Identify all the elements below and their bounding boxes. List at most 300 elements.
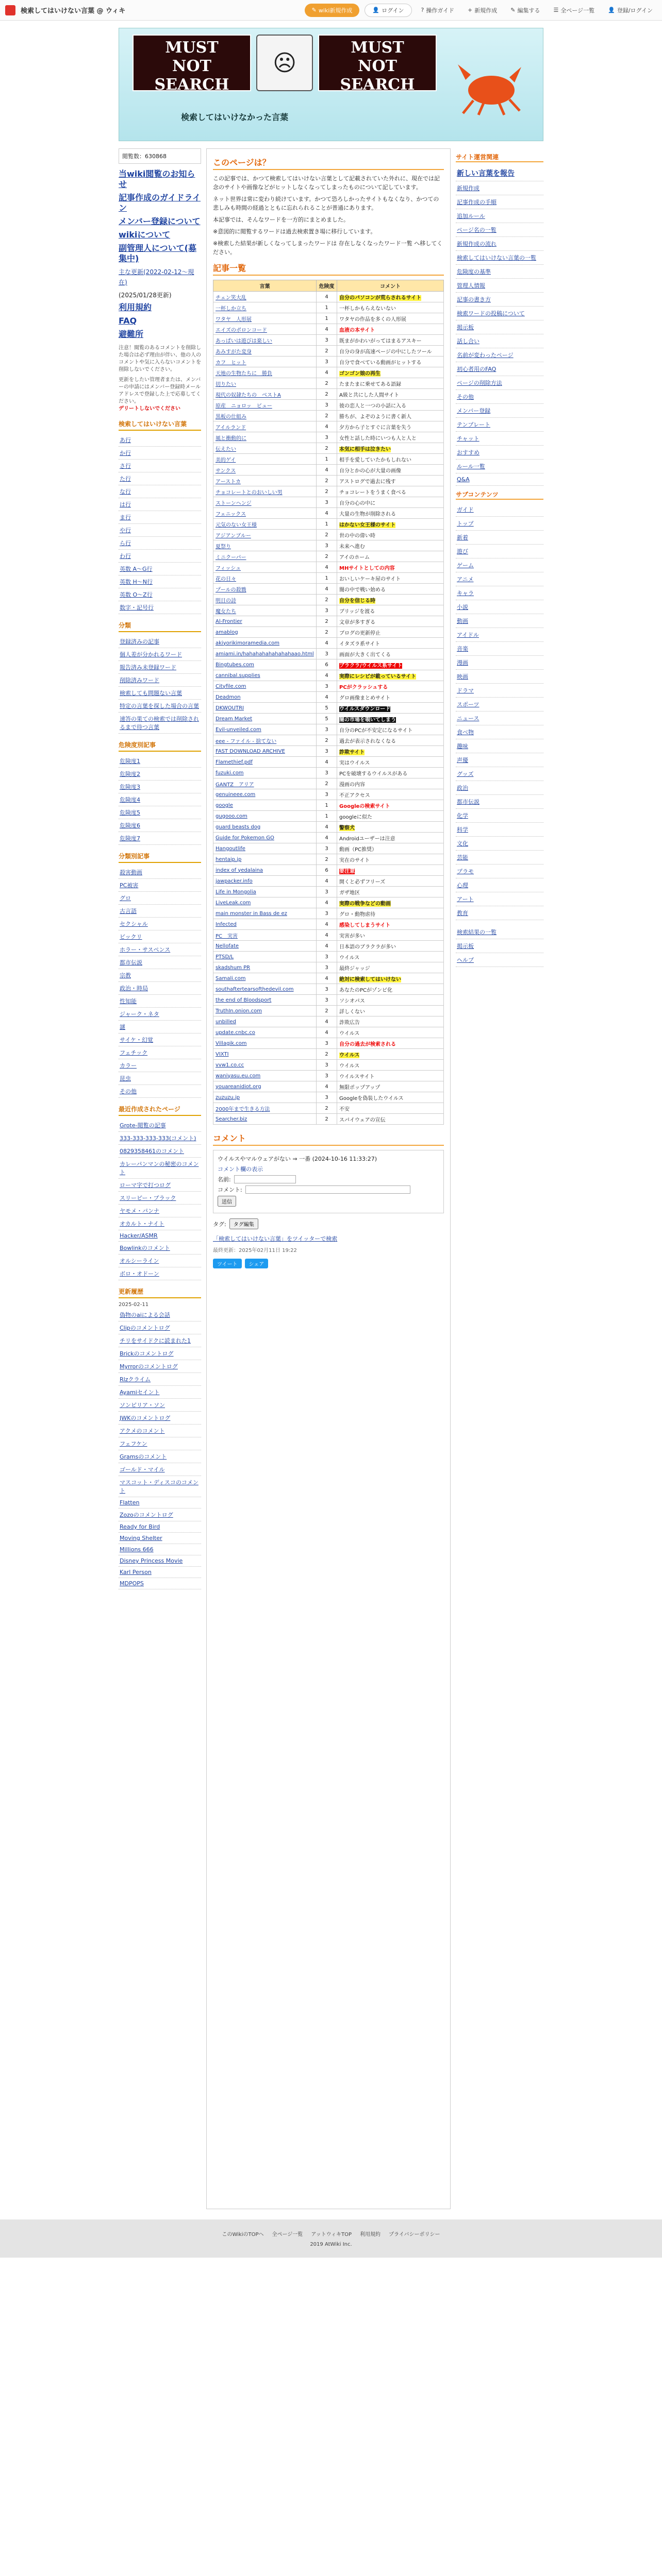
row-word-link[interactable]: 現代の奴隷たちの ベストA <box>216 392 281 398</box>
list-item[interactable] <box>119 1033 201 1046</box>
aiueo-num[interactable]: 数字・記号行 <box>120 604 154 611</box>
list-item[interactable] <box>119 768 201 781</box>
row-word-link[interactable]: guard beasts dog <box>216 824 261 830</box>
row-word[interactable] <box>213 454 317 465</box>
list-item[interactable] <box>119 700 201 713</box>
list-item[interactable] <box>119 1463 201 1476</box>
list-item[interactable] <box>119 879 201 892</box>
row-word[interactable] <box>213 530 317 540</box>
menu-guide[interactable]: ? 操作ガイド <box>421 7 455 14</box>
list-item[interactable] <box>119 1132 201 1145</box>
genre-0[interactable]: 殺害動画 <box>120 869 142 876</box>
right-nav-item[interactable] <box>456 293 543 307</box>
row-word-link[interactable]: vvw1.co.cc <box>216 1062 244 1068</box>
list-item[interactable] <box>119 1179 201 1192</box>
row-word[interactable] <box>213 941 317 952</box>
list-item[interactable] <box>119 447 201 460</box>
sub-content-link[interactable]: 映画 <box>457 673 468 680</box>
aiueo-ya[interactable]: や行 <box>120 527 131 534</box>
upd-3[interactable]: カレーパンマンの秘密のコメント <box>120 1161 199 1176</box>
sub-content-link[interactable]: 音楽 <box>457 646 468 652</box>
list-item[interactable] <box>119 648 201 661</box>
footer-link[interactable]: アットウィキTOP <box>311 2232 352 2238</box>
sub-content-item[interactable] <box>456 531 543 545</box>
genre-2[interactable]: グロ <box>120 895 131 902</box>
row-word[interactable] <box>213 778 317 789</box>
list-item[interactable] <box>119 1373 201 1386</box>
cat-4[interactable]: 検索しても問題ない言葉 <box>120 690 182 697</box>
row-word[interactable] <box>213 843 317 854</box>
rec-4[interactable]: Myrrorのコメントログ <box>120 1363 178 1370</box>
upd-0[interactable]: Grote-閲覧の記事 <box>120 1122 166 1129</box>
row-word-link[interactable]: the end of Bloodsport <box>216 997 272 1003</box>
upd-2[interactable]: 0829358461のコメント <box>120 1148 184 1155</box>
upd-6[interactable]: ヤモメ・パンナ <box>120 1208 159 1214</box>
tweet-button[interactable]: ツイート <box>213 1259 242 1268</box>
row-word[interactable] <box>213 1071 317 1081</box>
nav-notice[interactable]: 当wiki閲覧のお知らせ <box>119 169 195 189</box>
aiueo-wa[interactable]: わ行 <box>120 553 131 560</box>
row-word[interactable] <box>213 833 317 843</box>
nav-about[interactable]: wikiについて <box>119 230 171 240</box>
list-item[interactable] <box>119 524 201 537</box>
sub-content-link[interactable]: 芸能 <box>457 854 468 861</box>
list-item[interactable] <box>119 1158 201 1179</box>
right-nav-link[interactable]: 記事の書き方 <box>457 296 491 303</box>
list-item[interactable] <box>119 1544 201 1555</box>
row-word-link[interactable]: Infected <box>216 921 237 927</box>
right-nav-item[interactable] <box>456 473 543 486</box>
sub-content-link[interactable]: 趣味 <box>457 743 468 750</box>
genre-1[interactable]: PC被害 <box>120 882 139 889</box>
row-word-link[interactable]: カフ ヒット <box>216 360 246 366</box>
row-word-link[interactable]: 魔女たち <box>216 608 236 615</box>
row-word[interactable] <box>213 1114 317 1125</box>
row-word-link[interactable]: ミニクーパー <box>216 554 246 561</box>
row-word[interactable] <box>213 973 317 984</box>
nav-terms[interactable]: 利用規約 <box>119 302 152 312</box>
sub-content-item[interactable] <box>456 586 543 600</box>
list-item[interactable] <box>119 1578 201 1589</box>
sub-content-item[interactable] <box>456 781 543 795</box>
right-bottom-item[interactable] <box>456 925 543 939</box>
list-item[interactable] <box>119 1321 201 1334</box>
row-word[interactable] <box>213 800 317 811</box>
list-item[interactable] <box>119 982 201 995</box>
rec-9[interactable]: アクメのコメント <box>120 1428 165 1434</box>
list-item[interactable] <box>119 1192 201 1205</box>
list-item[interactable] <box>119 1309 201 1321</box>
row-word-link[interactable]: southaftertearsofthedevil.com <box>216 986 294 992</box>
upd-7[interactable]: オカルト・ナイト <box>120 1221 164 1227</box>
rec-19[interactable]: Disney Princess Movie <box>120 1557 183 1564</box>
genre-4[interactable]: セクシャル <box>120 921 148 927</box>
right-nav-item[interactable] <box>456 181 543 195</box>
row-word[interactable] <box>213 897 317 908</box>
cat-0[interactable]: 登録済みの記事 <box>120 638 159 645</box>
list-item[interactable] <box>119 661 201 674</box>
aiueo-ka[interactable]: か行 <box>120 450 131 456</box>
row-word[interactable] <box>213 551 317 562</box>
sub-content-link[interactable]: 食べ物 <box>457 729 474 736</box>
right-nav-item[interactable] <box>456 348 543 362</box>
row-word-link[interactable]: 原産 ニョロッ ビュー <box>216 403 272 409</box>
right-bottom-link[interactable]: 検索結果の一覧 <box>457 929 496 936</box>
row-word-link[interactable]: Life in Mongolia <box>216 889 256 895</box>
site-name[interactable]: 検索してはいけない言葉 @ ウィキ <box>21 7 126 15</box>
related-link-text[interactable]: 「検索してはいけない言葉」をツイッターで検索 <box>213 1235 338 1242</box>
sub-content-item[interactable] <box>456 517 543 531</box>
row-word[interactable] <box>213 887 317 897</box>
row-word-link[interactable]: zuzuzu.jp <box>216 1094 240 1100</box>
sub-content-item[interactable] <box>456 656 543 670</box>
list-item[interactable] <box>119 537 201 550</box>
list-item[interactable] <box>119 956 201 969</box>
right-nav-item[interactable] <box>456 251 543 265</box>
row-word[interactable] <box>213 757 317 768</box>
row-word-link[interactable]: skadshum PR <box>216 964 251 971</box>
row-word[interactable] <box>213 335 317 346</box>
sub-content-item[interactable] <box>456 823 543 837</box>
row-word-link[interactable]: main monster in Bass de ez <box>216 910 287 917</box>
sub-content-item[interactable] <box>456 753 543 767</box>
sub-content-link[interactable]: アート <box>457 896 474 903</box>
cat-6[interactable]: 速答の果ての検索では削除されるまで待つ言葉 <box>120 716 199 731</box>
row-word[interactable] <box>213 789 317 800</box>
right-nav-item[interactable] <box>456 265 543 279</box>
list-item[interactable] <box>119 832 201 845</box>
sub-content-item[interactable] <box>456 684 543 698</box>
list-item[interactable] <box>119 1425 201 1437</box>
row-word-link[interactable]: jawpacker.info <box>216 878 253 884</box>
rec-21[interactable]: MDPOPS <box>120 1580 144 1587</box>
row-word[interactable] <box>213 692 317 703</box>
row-word[interactable] <box>213 995 317 1006</box>
row-word-link[interactable]: GANTZ アリア <box>216 782 254 788</box>
list-item[interactable] <box>119 969 201 982</box>
row-word[interactable] <box>213 486 317 497</box>
list-item[interactable] <box>119 793 201 806</box>
list-item[interactable] <box>119 819 201 832</box>
right-nav-item[interactable] <box>456 362 543 376</box>
list-item[interactable] <box>119 866 201 879</box>
row-word-link[interactable]: fuzuki.com <box>216 770 244 776</box>
login-button[interactable]: 👤 ログイン <box>365 4 411 17</box>
cat-3[interactable]: 削除済みワード <box>120 677 159 684</box>
list-item[interactable] <box>119 485 201 498</box>
right-nav-link[interactable]: 初心者用のFAQ <box>457 366 496 372</box>
row-word[interactable] <box>213 962 317 973</box>
row-word-link[interactable]: アイルランド <box>216 425 246 431</box>
row-word-link[interactable]: アーストカ <box>216 479 241 485</box>
right-nav-link[interactable]: 名前が変わったページ <box>457 352 514 359</box>
row-word[interactable] <box>213 573 317 584</box>
row-word[interactable] <box>213 670 317 681</box>
list-item[interactable] <box>119 1021 201 1033</box>
list-item[interactable] <box>119 635 201 648</box>
list-item[interactable] <box>119 1509 201 1521</box>
right-bottom-link[interactable]: 掲示板 <box>457 943 474 950</box>
aiueo-ma[interactable]: ま行 <box>120 514 131 521</box>
row-word-link[interactable]: アジアンブルー <box>216 533 251 539</box>
aiueo-ha[interactable]: は行 <box>120 501 131 508</box>
list-item[interactable] <box>119 550 201 563</box>
genre-17[interactable]: その他 <box>120 1088 137 1095</box>
rank-1[interactable]: 危険度1 <box>120 758 140 765</box>
list-item[interactable] <box>119 563 201 575</box>
row-word[interactable] <box>213 627 317 638</box>
sub-content-link[interactable]: 教育 <box>457 910 468 917</box>
menu-new[interactable]: + 新規作成 <box>468 7 498 14</box>
row-word[interactable] <box>213 1038 317 1049</box>
sub-content-link[interactable]: 新着 <box>457 534 468 541</box>
rec-6[interactable]: Ayamiセイント <box>120 1389 160 1396</box>
list-item[interactable] <box>119 1567 201 1578</box>
right-nav-link[interactable]: 検索してはいけない言葉の一覧 <box>457 255 536 261</box>
row-word-link[interactable]: genuineee.com <box>216 791 256 798</box>
sub-content-link[interactable]: 化学 <box>457 812 468 819</box>
row-word[interactable] <box>213 984 317 995</box>
sub-content-link[interactable]: アイドル <box>457 632 479 638</box>
rec-3[interactable]: Brickのコメントログ <box>120 1350 174 1357</box>
genre-6[interactable]: ホラー・サスペンス <box>120 946 171 953</box>
sub-content-link[interactable]: スポーツ <box>457 701 479 708</box>
cat-1[interactable]: 個人差が分かれるワード <box>120 651 182 658</box>
upd-1[interactable]: 333-333-333-333(コメント) <box>120 1135 196 1142</box>
row-word-link[interactable]: update.cnbc.co <box>216 1029 255 1036</box>
sub-content-link[interactable]: 政治 <box>457 785 468 791</box>
row-word-link[interactable]: Dream Market <box>216 716 253 722</box>
row-word[interactable] <box>213 616 317 627</box>
sub-content-link[interactable]: キャラ <box>457 590 474 597</box>
list-item[interactable] <box>119 575 201 588</box>
list-item[interactable] <box>119 1555 201 1567</box>
list-item[interactable] <box>119 930 201 943</box>
row-word[interactable] <box>213 930 317 941</box>
aiueo-hn[interactable]: 英数 H〜N行 <box>120 579 153 585</box>
right-nav-item[interactable] <box>456 165 543 181</box>
right-bottom-link[interactable]: ヘルプ <box>457 957 474 963</box>
row-word-link[interactable]: フィッシュ <box>216 565 241 571</box>
menu-edit[interactable]: ✎ 編集する <box>510 7 540 14</box>
comment-recent[interactable]: コメント欄の表示 <box>218 1166 263 1173</box>
aiueo-ra[interactable]: ら行 <box>120 540 131 547</box>
row-word-link[interactable]: hentaip.jp <box>216 856 242 862</box>
rec-15[interactable]: Zozoのコメントログ <box>120 1512 173 1518</box>
right-nav-link[interactable]: 記事作成の手順 <box>457 199 496 206</box>
row-word[interactable] <box>213 768 317 778</box>
row-word[interactable] <box>213 508 317 519</box>
upd-5[interactable]: スリーピー・ブラック <box>120 1195 176 1201</box>
list-item[interactable] <box>119 1267 201 1280</box>
genre-13[interactable]: サイケ・幻覚 <box>120 1037 154 1043</box>
row-word[interactable] <box>213 659 317 670</box>
row-word[interactable] <box>213 346 317 357</box>
list-item[interactable] <box>119 1399 201 1412</box>
list-item[interactable] <box>119 781 201 793</box>
upd-9[interactable]: Bowlinkのコメント <box>120 1245 170 1251</box>
sub-content-link[interactable]: ドラマ <box>457 687 474 694</box>
right-nav-link[interactable]: ページ名の一覧 <box>457 227 496 233</box>
nav-updates[interactable]: 主な更新(2022-02-12～現在) <box>119 268 194 286</box>
sub-content-link[interactable]: 動画 <box>457 618 468 624</box>
row-word[interactable] <box>213 443 317 454</box>
sub-content-item[interactable] <box>456 851 543 865</box>
list-item[interactable] <box>119 674 201 687</box>
sub-content-link[interactable]: 漫画 <box>457 659 468 666</box>
row-word-link[interactable]: DKWOUTRI <box>216 705 244 711</box>
rec-20[interactable]: Karl Person <box>120 1569 152 1575</box>
row-word-link[interactable]: Hangoutlife <box>216 845 245 852</box>
row-word-link[interactable]: Samali.com <box>216 975 246 981</box>
header-banner[interactable] <box>133 35 437 94</box>
sub-content-link[interactable]: グッズ <box>457 771 474 777</box>
right-nav-item[interactable] <box>456 279 543 293</box>
right-nav-item[interactable] <box>456 404 543 418</box>
row-word[interactable] <box>213 595 317 605</box>
right-nav-item[interactable] <box>456 334 543 348</box>
nav-member[interactable]: メンバー登録について <box>119 216 201 226</box>
row-word[interactable] <box>213 1006 317 1016</box>
list-item[interactable] <box>119 1412 201 1425</box>
row-word-link[interactable]: 伝えたい <box>216 446 236 452</box>
cat-2[interactable]: 報告済み未登録ワード <box>120 664 176 671</box>
row-word-link[interactable]: サンクス <box>216 468 236 474</box>
row-word[interactable] <box>213 605 317 616</box>
list-item[interactable] <box>119 1059 201 1072</box>
rank-5[interactable]: 危険度5 <box>120 809 140 816</box>
sub-content-link[interactable]: 文化 <box>457 840 468 847</box>
list-item[interactable] <box>119 601 201 614</box>
sub-content-link[interactable]: ガイド <box>457 506 474 513</box>
name-input[interactable] <box>234 1175 296 1183</box>
row-word-link[interactable]: ストーンヘンジ <box>216 500 252 506</box>
row-word-link[interactable]: PTSD/L <box>216 954 234 960</box>
sub-content-item[interactable] <box>456 739 543 753</box>
row-word-link[interactable]: 2000年まで生きる方法 <box>216 1106 270 1112</box>
rec-16[interactable]: Ready for Bird <box>120 1523 160 1530</box>
sub-content-link[interactable]: トップ <box>457 520 474 527</box>
rec-1[interactable]: Clipのコメントログ <box>120 1325 170 1331</box>
rank-6[interactable]: 危険度6 <box>120 822 140 829</box>
nav-sub-admin[interactable]: 副管理人について(募集中) <box>119 243 196 263</box>
list-item[interactable] <box>119 1072 201 1085</box>
rank-3[interactable]: 危険度3 <box>120 784 140 790</box>
row-word[interactable] <box>213 724 317 735</box>
row-word-link[interactable]: チェン笑大乱 <box>216 295 246 301</box>
upd-10[interactable]: オルシーライン <box>120 1258 159 1264</box>
row-word[interactable] <box>213 389 317 400</box>
row-word[interactable] <box>213 432 317 443</box>
list-item[interactable] <box>119 995 201 1008</box>
row-word-link[interactable]: youareanidiot.org <box>216 1083 261 1090</box>
row-word-link[interactable]: チョコレートとのおいしい男 <box>216 489 283 496</box>
row-word[interactable] <box>213 313 317 324</box>
row-word-link[interactable]: 天地の生物たちに 勝負 <box>216 370 272 377</box>
row-word[interactable] <box>213 519 317 530</box>
list-item[interactable] <box>119 918 201 930</box>
row-word[interactable] <box>213 497 317 508</box>
row-word-link[interactable]: PC 実害 <box>216 933 238 939</box>
row-word-link[interactable]: あみすがた変身 <box>216 349 252 355</box>
menu-all-pages[interactable]: ☰ 全ページ一覧 <box>553 7 595 14</box>
footer-link[interactable]: 利用規約 <box>360 2232 381 2238</box>
list-item[interactable] <box>119 1217 201 1230</box>
right-nav-link[interactable]: ルール一覧 <box>457 463 485 470</box>
sub-content-item[interactable] <box>456 837 543 851</box>
row-word-link[interactable]: Flamethief.pdf <box>216 759 253 765</box>
row-word[interactable] <box>213 865 317 876</box>
right-nav-link[interactable]: 追加ルール <box>457 213 485 219</box>
row-word-link[interactable]: akiyorikimoramedia.com <box>216 640 279 646</box>
list-item[interactable] <box>119 755 201 768</box>
list-item[interactable] <box>119 472 201 485</box>
sub-content-link[interactable]: 都市伝説 <box>457 799 479 805</box>
sub-content-item[interactable] <box>456 809 543 823</box>
sub-content-link[interactable]: 遊び <box>457 548 468 555</box>
row-word-link[interactable]: 明日の詩 <box>216 598 236 604</box>
sub-content-item[interactable] <box>456 698 543 711</box>
aiueo-ag[interactable]: 英数 A〜G行 <box>120 566 153 572</box>
list-item[interactable] <box>119 1347 201 1360</box>
sub-content-link[interactable]: アニメ <box>457 576 474 583</box>
submit-button[interactable]: 送信 <box>218 1196 236 1207</box>
row-word-link[interactable]: Evil-unveiled.com <box>216 726 261 733</box>
right-nav-link[interactable]: 危険度の基準 <box>457 268 491 275</box>
rec-10[interactable]: フェフケン <box>120 1440 147 1447</box>
list-item[interactable] <box>119 1521 201 1533</box>
row-word[interactable] <box>213 1049 317 1060</box>
sub-content-item[interactable] <box>456 670 543 684</box>
row-word[interactable] <box>213 302 317 313</box>
list-item[interactable] <box>119 1476 201 1497</box>
right-nav-item[interactable] <box>456 223 543 237</box>
row-word[interactable] <box>213 357 317 367</box>
rec-7[interactable]: ソンピリア・ソン <box>120 1402 165 1409</box>
row-word-link[interactable]: あっぱいは遊びは楽しい <box>216 338 272 344</box>
rec-18[interactable]: Millions 666 <box>120 1546 154 1553</box>
sub-content-item[interactable] <box>456 614 543 628</box>
rec-13[interactable]: マスコット・ディスコのコメント <box>120 1479 198 1494</box>
genre-15[interactable]: カラー <box>120 1062 137 1069</box>
list-item[interactable] <box>119 1437 201 1450</box>
right-nav-item[interactable] <box>456 418 543 432</box>
sub-content-link[interactable]: 心理 <box>457 882 468 889</box>
sub-content-item[interactable] <box>456 906 543 920</box>
right-nav-item[interactable] <box>456 209 543 223</box>
row-word[interactable] <box>213 919 317 930</box>
row-word-link[interactable]: 黒板の仕組み <box>216 414 246 420</box>
row-word[interactable] <box>213 854 317 865</box>
site-logo[interactable] <box>5 5 15 15</box>
related-link[interactable] <box>213 1234 444 1243</box>
row-word-link[interactable]: cannibal.supplies <box>216 672 260 679</box>
rec-2[interactable]: チリをサイドクに読まれた1 <box>120 1337 191 1344</box>
row-word[interactable] <box>213 1027 317 1038</box>
row-word-link[interactable]: 花の日々 <box>216 576 236 582</box>
row-word[interactable] <box>213 714 317 724</box>
row-word[interactable] <box>213 378 317 389</box>
sub-content-item[interactable] <box>456 878 543 892</box>
row-word-link[interactable]: amiami.in/hahahahahahahahaao.html <box>216 651 314 657</box>
row-word-link[interactable]: waniyasu.eu.com <box>216 1073 261 1079</box>
sub-content-link[interactable]: 小説 <box>457 604 468 611</box>
row-word[interactable] <box>213 908 317 919</box>
row-word[interactable] <box>213 421 317 432</box>
cat-5[interactable]: 特定の言葉を探した場合の言葉 <box>120 703 199 709</box>
row-word-link[interactable]: 夏祭り <box>216 544 231 550</box>
list-item[interactable] <box>119 1205 201 1217</box>
